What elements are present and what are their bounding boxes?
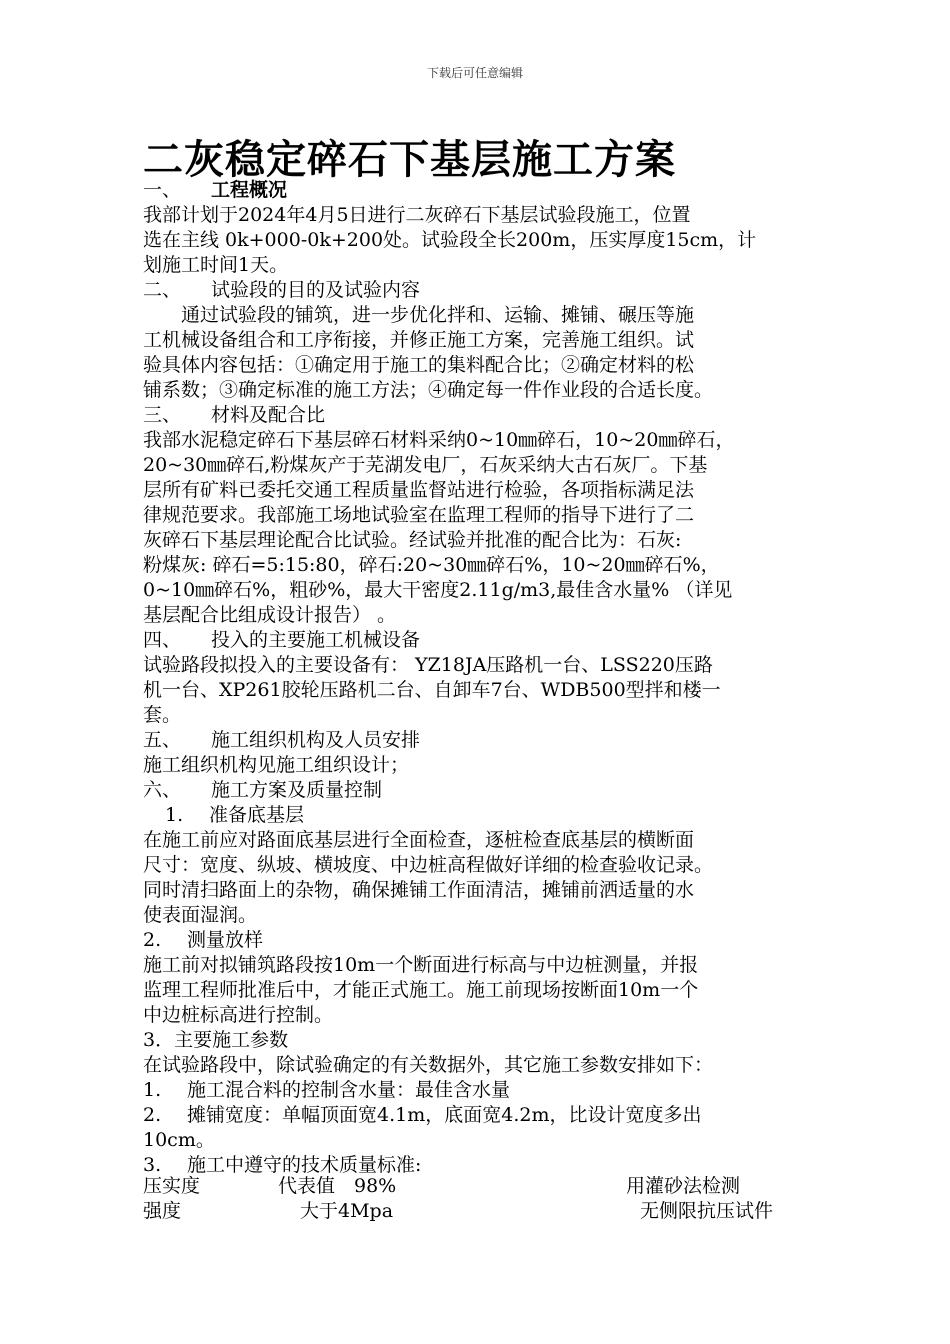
paragraph-line: 同时清扫路面上的杂物，确保摊铺工作面清洁，摊铺前洒适量的水 [143, 879, 695, 901]
paragraph-line: 灰碎石下基层理论配合比试验。经试验并批准的配合比为：石灰: [143, 529, 682, 551]
standard-row-requirement: 代表值 98% [278, 1175, 397, 1197]
paragraph-line: 我部水泥稳定碎石下基层碎石材料采纳0~10㎜碎石，10~20㎜碎石， [143, 429, 735, 451]
paragraph-line: 划施工时间1天。 [143, 254, 289, 276]
subsection-heading: 3．主要施工参数 [143, 1029, 289, 1051]
paragraph-line: 铺系数；③确定标准的施工方法；④确定每一件作业段的合适长度。 [143, 379, 714, 401]
paragraph-line: 选在主线 0k+000-0k+200处。试验段全长200m，压实厚度15cm，计 [143, 229, 757, 251]
standard-row-item: 压实度 [143, 1175, 201, 1197]
paragraph-line: 我部计划于2024年4月5日进行二灰碎石下基层试验段施工，位置 [143, 204, 691, 226]
paragraph-line: 试验路段拟投入的主要设备有： YZ18JA压路机一台、LSS220压路 [143, 654, 713, 676]
paragraph-line: 20~30㎜碎石,粉煤灰产于芜湖发电厂，石灰采纳大古石灰厂。下基 [143, 454, 708, 476]
standard-row-requirement: 大于4Mpa [300, 1200, 394, 1222]
paragraph-line: 基层配合比组成设计报告） 。 [143, 604, 397, 626]
paragraph-line: 粉煤灰: 碎石=5:15:80，碎石:20~30㎜碎石%，10~20㎜碎石%， [143, 554, 720, 576]
list-item: 3. 施工中遵守的技术质量标准: [143, 1154, 422, 1176]
paragraph-line: 使表面湿润。 [143, 904, 258, 926]
document-title: 二灰稳定碎石下基层施工方案 [143, 137, 676, 183]
section-heading: 五、 施工组织机构及人员安排 [143, 729, 421, 751]
paragraph-line: 中边桩标高进行控制。 [143, 1004, 334, 1026]
section-heading: 一、 工程概况 [143, 179, 288, 201]
section-heading: 四、 投入的主要施工机械设备 [143, 629, 421, 651]
list-item: 1. 施工混合料的控制含水量：最佳含水量 [143, 1079, 511, 1101]
standard-row-method: 用灌砂法检测 [626, 1175, 741, 1197]
list-item: 2. 摊铺宽度：单幅顶面宽4.1m，底面宽4.2m，比设计宽度多出 [143, 1104, 702, 1126]
subsection-heading: 1. 准备底基层 [165, 804, 305, 826]
paragraph-line: 在试验路段中，除试验确定的有关数据外，其它施工参数安排如下： [143, 1054, 714, 1076]
paragraph-line: 验具体内容包括：①确定用于施工的集料配合比；②确定材料的松 [143, 354, 695, 376]
paragraph-line: 施工前对拟铺筑路段按10m一个断面进行标高与中边桩测量，并报 [143, 954, 699, 976]
paragraph-line: 层所有矿料已委托交通工程质量监督站进行检验，各项指标满足法 [143, 479, 695, 501]
paragraph-line: 施工组织机构见施工组织设计； [143, 754, 410, 776]
paragraph-line: 机一台、XP261胶轮压路机二台、自卸车7台、WDB500型拌和楼一 [143, 679, 721, 701]
paragraph-line: 律规范要求。我部施工场地试验室在监理工程师的指导下进行了二 [143, 504, 695, 526]
paragraph-line: 套。 [143, 704, 182, 726]
paragraph-line: 0~10㎜碎石%，粗砂%，最大干密度2.11g/m3,最佳含水量% （详见 [143, 579, 733, 601]
paragraph-line: 在施工前应对路面底基层进行全面检查，逐桩检查底基层的横断面 [143, 829, 695, 851]
paragraph-line: 工机械设备组合和工序衔接，并修正施工方案，完善施工组织。试 [143, 329, 695, 351]
section-heading: 三、 材料及配合比 [143, 404, 326, 426]
paragraph-line: 监理工程师批准后中，才能正式施工。施工前现场按断面10m一个 [143, 979, 699, 1001]
page-header: 下载后可任意编辑 [426, 66, 523, 80]
section-heading: 二、 试验段的目的及试验内容 [143, 279, 421, 301]
subsection-heading: 2. 测量放样 [143, 929, 264, 951]
section-heading: 六、 施工方案及质量控制 [143, 779, 383, 801]
paragraph-line: 通过试验段的铺筑，进一步优化拌和、运输、摊铺、碾压等施 [143, 304, 695, 326]
paragraph-line: 尺寸：宽度、纵坡、横坡度、中边桩高程做好详细的检查验收记录。 [143, 854, 714, 876]
standard-row-method: 无侧限抗压试件 [640, 1200, 774, 1222]
list-item-continued: 10cm。 [143, 1129, 215, 1151]
standard-row-item: 强度 [143, 1200, 182, 1222]
